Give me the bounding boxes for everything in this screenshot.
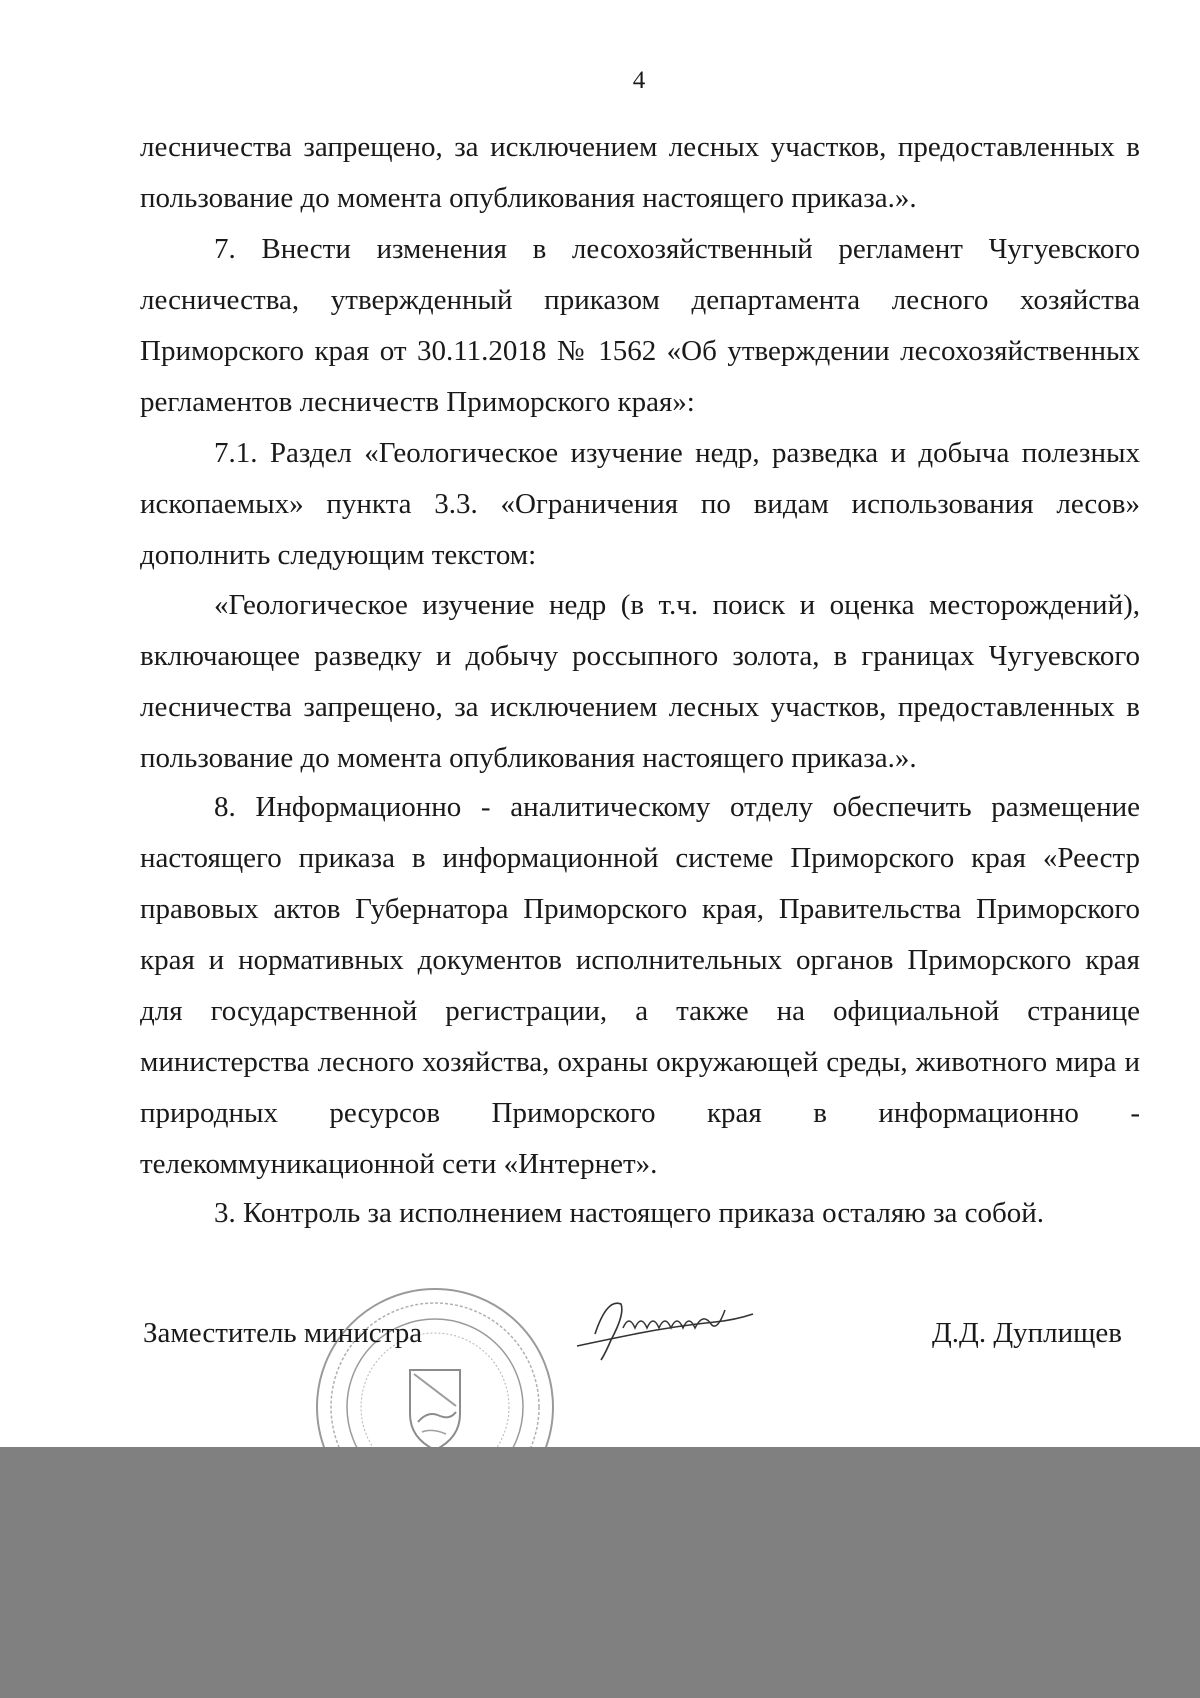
paragraph-item-7-1: 7.1. Раздел «Геологическое изучение недр, разведка и добыча полезных ископаемых» пункта 3.3. «Ограничения по видам использования лесов» дополнить следующим текстом: [140, 437, 1140, 571]
paragraph-item-7: 7. Внести изменения в лесохозяйственный регламент Чугуевского лесничества, утвержденный приказом департамента лесного хозяйства Приморского края от 30.11.2018 № 1562 «Об утверждении лесохозяйственных регламентов лесничеств Приморского края»: [140, 233, 1140, 418]
paragraph-item-8: 8. Информационно - аналитическому отделу обеспечить размещение настоящего приказа в информационной системе Приморского края «Реестр правовых актов Губернатора Приморского края, Правительства Приморского края и нормативных документов исполнительных органов Приморского края для государственной регистрации, а также на официальной странице министерства лесного хозяйства, охраны окружающей среды, животного мира и природных ресурсов Приморского края в информационно - телекоммуникационной сети «Интернет». [140, 791, 1140, 1180]
signer-title: Заместитель министра [143, 1317, 423, 1349]
signer-name: Д.Д. Дуплищев [932, 1317, 1123, 1349]
empty-area-bottom [0, 1447, 1200, 1698]
paragraph-item-control: 3. Контроль за исполнением настоящего приказа осталяю за собой. [214, 1197, 1045, 1229]
paragraph-continuation: лесничества запрещено, за исключением лесных участков, предоставленных в пользование до момента опубликования настоящего приказа.». [140, 131, 1140, 214]
page-number: 4 [632, 67, 646, 94]
handwritten-signature-icon [565, 1284, 765, 1364]
paragraph-quoted-text: «Геологическое изучение недр (в т.ч. поиск и оценка месторождений), включающее разведку и добычу россыпного золота, в границах Чугуевского лесничества запрещено, за исключением лесных участков, предоставленных в пользование до момента опубликования настоящего приказа.». [140, 589, 1140, 774]
